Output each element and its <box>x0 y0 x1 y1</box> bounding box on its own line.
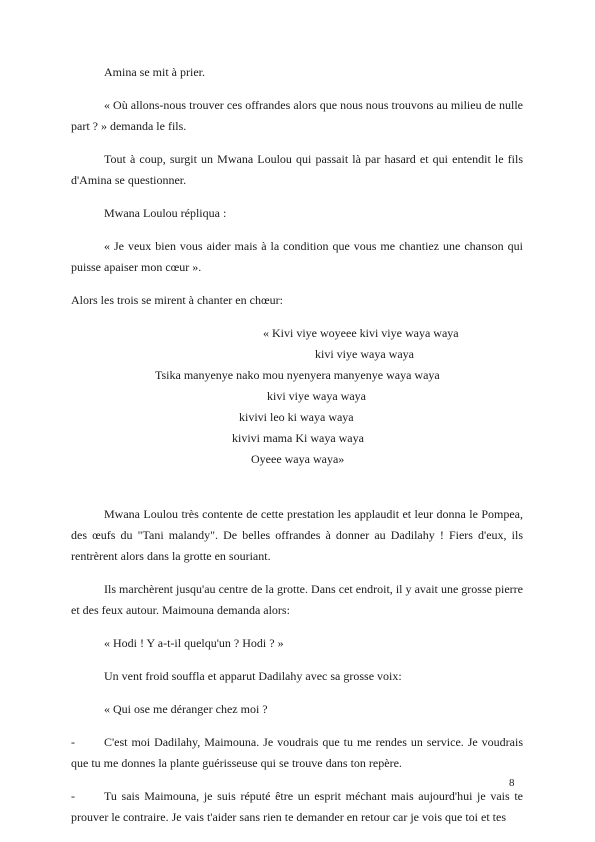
dialogue-dash: - <box>71 735 75 749</box>
paragraph: Mwana Loulou très contente de cette prestation les applaudit et leur donna le Pompea, des œufs du "Tani malandy". De belles offrandes à donner au Dadilahy ! Fiers d'eux, ils rentrèrent alors dans la grotte en souriant. <box>71 507 523 563</box>
paragraph: Amina se mit à prier. <box>104 65 205 79</box>
paragraph: « Je veux bien vous aider mais à la condition que vous me chantiez une chanson qui puisse apaiser mon cœur ». <box>71 239 523 274</box>
paragraph: Mwana Loulou répliqua : <box>104 206 227 220</box>
song-line: kivivi leo ki waya waya <box>239 410 354 424</box>
paragraph: Un vent froid souffla et apparut Dadilahy avec sa grosse voix: <box>104 669 402 683</box>
paragraph: Tout à coup, surgit un Mwana Loulou qui passait là par hasard et qui entendit le fils d'Amina se questionner. <box>71 152 523 187</box>
song-line: kivivi mama Ki waya waya <box>232 431 364 445</box>
spacer <box>71 482 523 504</box>
paragraph: « Qui ose me déranger chez moi ? <box>104 702 268 716</box>
paragraph: Alors les trois se mirent à chanter en chœur: <box>71 293 283 307</box>
song-line: kivi viye waya waya <box>315 347 414 361</box>
song-line: Oyeee waya waya» <box>251 452 345 466</box>
song-line: kivi viye waya waya <box>267 389 366 403</box>
page-number: 8 <box>509 777 515 789</box>
paragraph: « Où allons-nous trouver ces offrandes alors que nous nous trouvons au milieu de nulle part ? » demanda le fils. <box>71 98 523 133</box>
paragraph: « Hodi ! Y a-t-il quelqu'un ? Hodi ? » <box>104 636 284 650</box>
dialogue-text: Tu sais Maimouna, je suis réputé être un esprit méchant mais aujourd'hui je vais te prouver le contraire. Je vais t'aider sans rien te demander en retour car je vois que toi et tes <box>71 789 523 824</box>
song-line: « Kivi viye woyeee kivi viye waya waya <box>263 326 459 340</box>
dialogue-dash: - <box>71 789 75 803</box>
dialogue-text: C'est moi Dadilahy, Maimouna. Je voudrais que tu me rendes un service. Je voudrais que tu me donnes la plante guérisseuse qui se trouve dans ton repère. <box>71 735 523 770</box>
song-line: Tsika manyenye nako mou nyenyera manyenye waya waya <box>155 368 440 382</box>
paragraph: Ils marchèrent jusqu'au centre de la grotte. Dans cet endroit, il y avait une grosse pierre et des feux autour. Maimouna demanda alors: <box>71 582 523 617</box>
dialogue-line <box>71 786 523 828</box>
dialogue-line <box>71 732 523 774</box>
song-lyrics <box>71 323 523 470</box>
document-page <box>71 62 523 840</box>
